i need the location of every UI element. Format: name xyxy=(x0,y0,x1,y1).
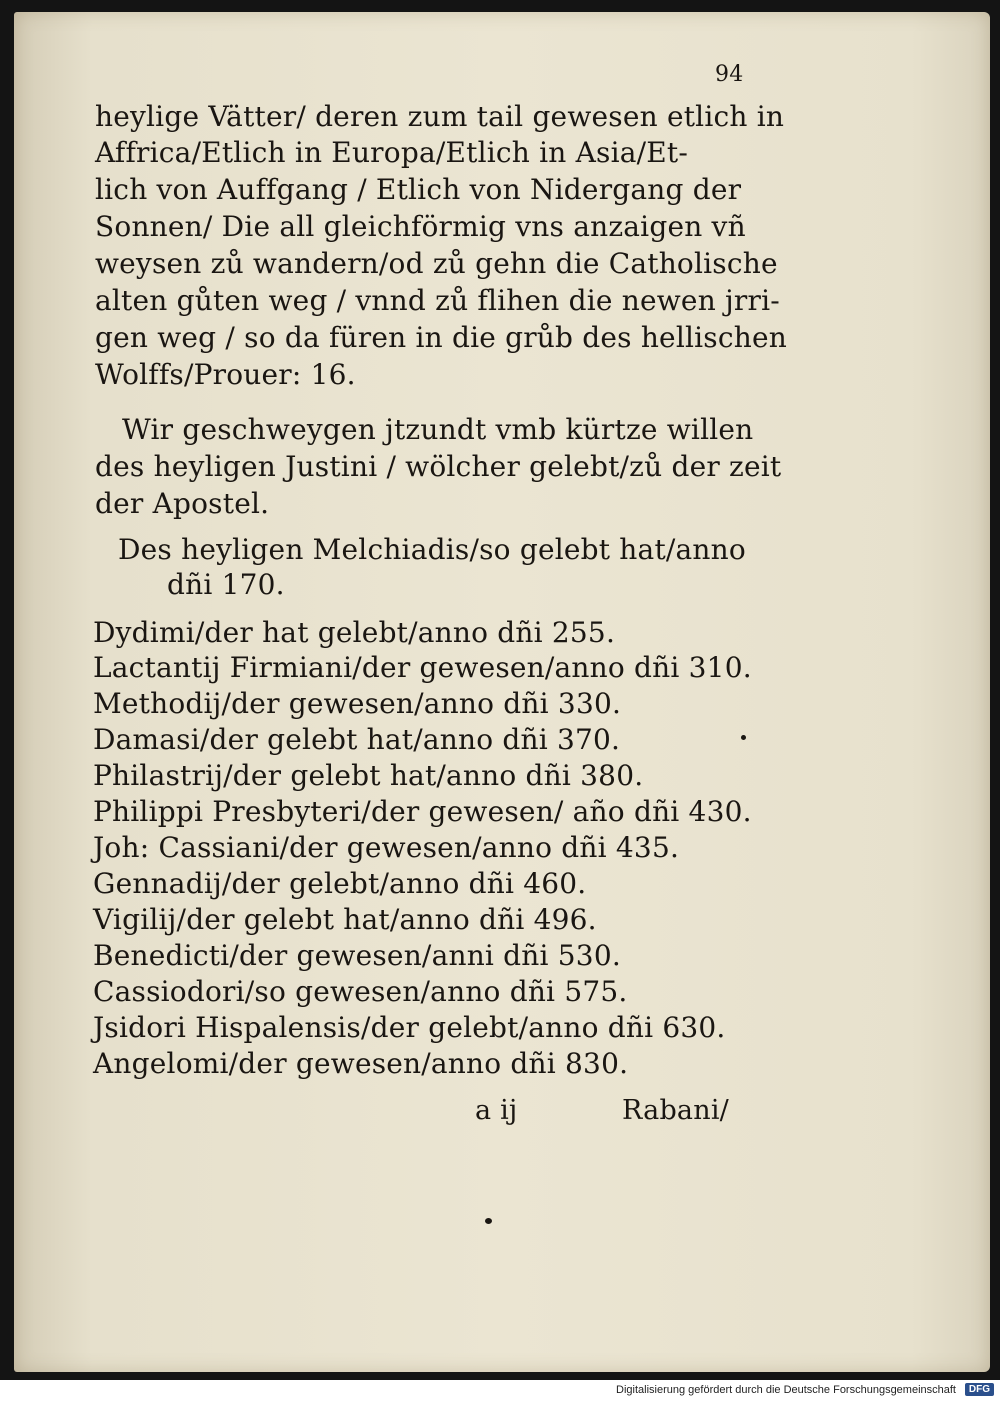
body-line: alten gůten weg / vnnd zů flihen die newen jrri- xyxy=(95,284,780,317)
body-line: Wolffs/Prouer: 16. xyxy=(95,358,356,391)
list-item: Joh: Cassiani/der gewesen/anno dñi 435. xyxy=(93,831,680,864)
body-line: weysen zů wandern/od zů gehn die Catholische xyxy=(95,247,778,280)
body-line: Wir geschweygen jtzundt vmb kürtze willen xyxy=(122,413,754,446)
list-item: Benedicti/der gewesen/anni dñi 530. xyxy=(93,939,621,972)
page-number: 94 xyxy=(715,62,744,87)
signature-mark: a ij xyxy=(475,1095,518,1126)
list-item: Lactantij Firmiani/der gewesen/anno dñi 310. xyxy=(93,651,752,684)
body-line: gen weg / so da füren in die grůb des hellischen xyxy=(95,321,787,354)
ink-speck xyxy=(741,735,746,740)
dfg-logo: DFG xyxy=(965,1383,994,1396)
body-line: dñi 170. xyxy=(167,568,285,601)
body-line: lich von Auffgang / Etlich von Nidergang der xyxy=(95,173,742,206)
list-item: Dydimi/der hat gelebt/anno dñi 255. xyxy=(93,616,616,649)
list-item: Methodij/der gewesen/anno dñi 330. xyxy=(93,687,622,720)
footer-credit: Digitalisierung gefördert durch die Deutsche Forschungsgemeinschaft xyxy=(616,1384,956,1396)
list-item: Philastrij/der gelebt hat/anno dñi 380. xyxy=(93,759,644,792)
body-line: Des heyligen Melchiadis/so gelebt hat/anno xyxy=(118,533,746,566)
list-item: Cassiodori/so gewesen/anno dñi 575. xyxy=(93,975,628,1008)
list-item: Philippi Presbyteri/der gewesen/ año dñi 430. xyxy=(93,795,752,828)
catchword: Rabani/ xyxy=(622,1095,729,1126)
body-line: Affrica/Etlich in Europa/Etlich in Asia/Et- xyxy=(95,136,689,169)
list-item: Jsidori Hispalensis/der gelebt/anno dñi 630. xyxy=(93,1011,726,1044)
list-item: Damasi/der gelebt hat/anno dñi 370. xyxy=(93,723,621,756)
list-item: Angelomi/der gewesen/anno dñi 830. xyxy=(93,1047,629,1080)
ink-speck xyxy=(485,1218,492,1224)
list-item: Vigilij/der gelebt hat/anno dñi 496. xyxy=(93,903,597,936)
body-line: heylige Vätter/ deren zum tail gewesen etlich in xyxy=(95,100,785,133)
body-line: der Apostel. xyxy=(95,487,270,520)
body-line: des heyligen Justini / wölcher gelebt/zů der zeit xyxy=(95,450,782,483)
body-line: Sonnen/ Die all gleichförmig vns anzaigen vñ xyxy=(95,210,746,243)
list-item: Gennadij/der gelebt/anno dñi 460. xyxy=(93,867,587,900)
